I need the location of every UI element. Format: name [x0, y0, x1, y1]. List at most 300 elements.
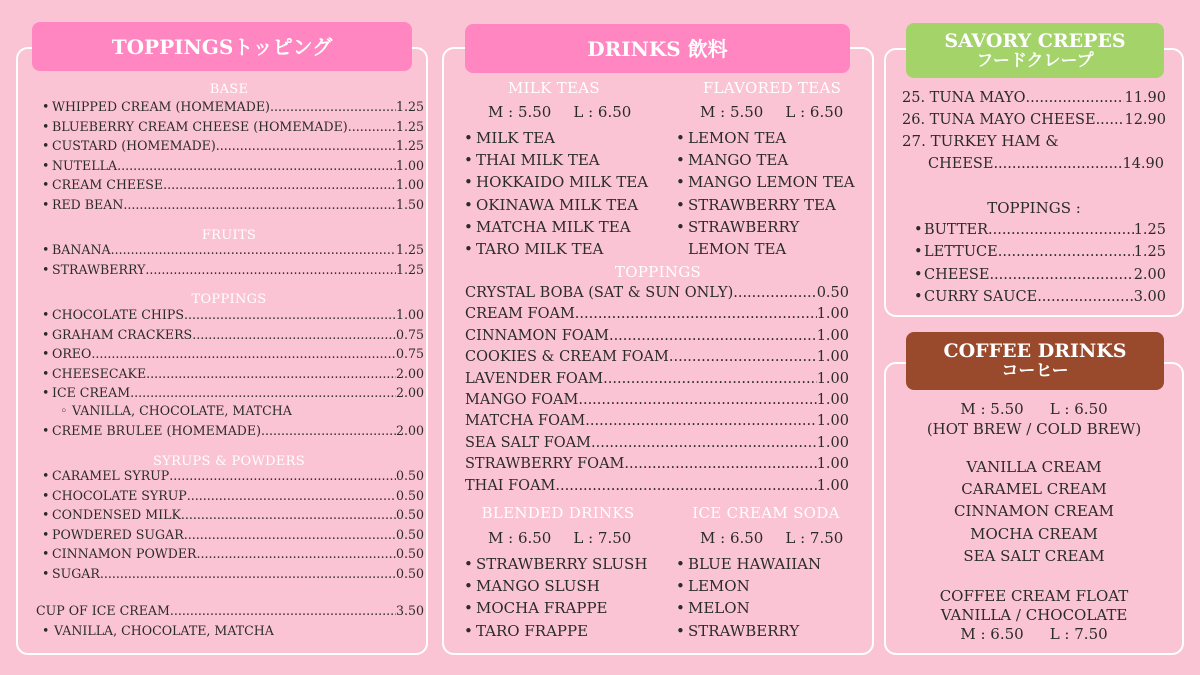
bullet-icon: •	[676, 577, 685, 596]
dot-leader	[163, 179, 396, 192]
item-label: BLUE HAWAIIAN	[688, 555, 822, 573]
topping-item	[42, 309, 424, 322]
drink-topping-item	[465, 286, 849, 301]
item-label: MANGO TEA	[688, 151, 789, 170]
bullet-icon: •	[42, 546, 50, 561]
bullet-icon: •	[42, 196, 50, 212]
bullet-icon: •	[42, 365, 50, 381]
dot-leader	[578, 393, 816, 408]
flavored-tea-item	[676, 153, 788, 168]
item-name	[902, 91, 1026, 106]
drink-topping-item	[465, 414, 849, 429]
flavored-tea-item	[676, 217, 800, 236]
bullet-icon: •	[914, 266, 923, 283]
item-label: CHEESECAKE	[52, 365, 147, 381]
item-label: MATCHA FOAM	[465, 413, 586, 430]
crepe-topping-item	[914, 223, 1166, 238]
item-name	[465, 350, 669, 365]
item-price: 0.50	[395, 546, 424, 561]
bullet-icon: •	[676, 173, 685, 192]
bullet-icon: •	[676, 555, 685, 573]
item-label: STRAWBERRY	[688, 217, 800, 236]
item-price: 0.50	[395, 526, 424, 542]
bullet-icon: •	[464, 555, 473, 573]
base-item	[42, 101, 424, 114]
dot-leader	[184, 529, 396, 542]
item-name	[42, 179, 163, 192]
flavored-teas-sizes	[700, 105, 843, 120]
base-item	[42, 140, 424, 153]
dot-leader	[170, 605, 396, 618]
bullet-icon: ◦	[60, 403, 68, 418]
syrup-item	[42, 470, 424, 483]
bullet-icon: •	[914, 244, 923, 261]
item-name	[42, 196, 124, 212]
syrup-item	[42, 487, 424, 503]
item-price: 0.75	[395, 346, 424, 361]
item-label: LETTUCE	[924, 244, 998, 261]
dot-leader	[100, 568, 396, 581]
milk-tea-item	[464, 195, 639, 214]
bullet-icon: •	[676, 195, 685, 214]
dot-leader	[624, 457, 816, 472]
item-label: BUTTER	[924, 222, 988, 238]
item-name	[914, 223, 988, 238]
dot-leader	[146, 368, 396, 381]
milk-teas-size-l: L : 6.50	[573, 103, 632, 121]
item-price: 1.25	[395, 261, 424, 277]
bullet-icon: •	[42, 242, 50, 257]
item-label: CINNAMON POWDER	[52, 546, 197, 561]
flavored-teas-size-l: L : 6.50	[785, 103, 844, 121]
dot-leader	[1026, 91, 1125, 106]
crepe-topping-item	[914, 268, 1166, 283]
coffee-item: VANILLA CREAM	[966, 458, 1102, 476]
flavored-tea-item	[676, 175, 855, 190]
item-label: CHOCOLATE CHIPS	[52, 307, 184, 322]
flavored-teas-title: FLAVORED TEAS	[702, 79, 842, 97]
crepes-header	[906, 23, 1164, 78]
item-label: TARO MILK TEA	[476, 240, 604, 258]
cup-ice-cream-item	[36, 605, 424, 618]
item-label: 25. TUNA MAYO	[902, 90, 1026, 106]
item-price: 14.90	[1122, 156, 1164, 172]
cup-ice-cream-flavors	[42, 625, 274, 638]
milk-teas-title: MILK TEAS	[508, 79, 600, 97]
item-price: 11.90	[1124, 90, 1166, 106]
blended-item	[464, 557, 647, 572]
item-label: VANILLA, CHOCOLATE, MATCHA	[54, 623, 274, 638]
item-label: MANGO LEMON TEA	[688, 173, 855, 192]
coffee-float-sizes	[884, 627, 1184, 642]
item-label: COOKIES & CREAM FOAM	[465, 349, 669, 366]
coffee-size-m: M : 5.50	[960, 400, 1024, 418]
item-label: CARAMEL SYRUP	[52, 468, 170, 483]
bullet-icon: •	[42, 326, 50, 342]
item-price: 1.25	[1133, 222, 1166, 238]
dot-leader	[733, 286, 816, 301]
item-label: CUP OF ICE CREAM	[36, 603, 170, 618]
item-label: 26. TUNA MAYO CHEESE	[902, 111, 1096, 128]
dot-leader	[216, 140, 396, 153]
crepes-header-line2: フードクレープ	[976, 50, 1094, 71]
blended-item	[464, 601, 607, 616]
coffee-item: CINNAMON CREAM	[954, 502, 1114, 521]
item-label: LEMON TEA	[688, 240, 787, 258]
bullet-icon: •	[464, 577, 473, 596]
item-label: BANANA	[52, 242, 111, 257]
crepes-toppings-title: TOPPINGS :	[987, 199, 1081, 217]
item-name	[42, 565, 100, 581]
base-item	[42, 179, 424, 192]
soda-size-m: M : 6.50	[700, 529, 764, 547]
item-label: CHOCOLATE SYRUP	[52, 487, 187, 503]
item-label: MELON	[688, 599, 750, 618]
item-price: 3.50	[395, 603, 424, 618]
item-price: 1.00	[816, 306, 849, 323]
item-name	[42, 348, 91, 361]
coffee-float-flavors: VANILLA / CHOCOLATE	[940, 606, 1128, 624]
bullet-icon: •	[42, 346, 50, 361]
dot-leader	[270, 101, 396, 114]
bullet-icon: •	[42, 138, 50, 153]
coffee-item: MOCHA CREAM	[970, 524, 1098, 543]
item-label: LEMON TEA	[688, 129, 787, 147]
blended-title: BLENDED DRINKS	[481, 504, 635, 522]
topping-item	[42, 326, 424, 342]
drinks-toppings-title: TOPPINGS	[614, 263, 702, 281]
item-name	[42, 118, 348, 134]
item-label: SEA SALT FOAM	[465, 434, 591, 451]
item-label: OREO	[52, 346, 92, 361]
item-price: 3.00	[1133, 288, 1166, 305]
item-price: 1.25	[395, 99, 424, 114]
dot-leader	[348, 121, 396, 134]
syrup-item	[42, 526, 424, 542]
flavored-tea-item	[676, 195, 836, 214]
bullet-icon: •	[42, 118, 50, 134]
dot-leader	[117, 160, 396, 173]
dot-leader	[609, 329, 817, 344]
crepe-topping-item	[914, 245, 1166, 260]
coffee-float-title: COFFEE CREAM FLOAT	[939, 587, 1129, 605]
item-label: CINNAMON FOAM	[465, 327, 609, 344]
dot-leader	[261, 425, 396, 438]
item-name	[465, 479, 555, 494]
bullet-icon: •	[42, 177, 50, 192]
item-price: 1.00	[395, 157, 424, 173]
bullet-icon: •	[464, 195, 473, 214]
drink-topping-item	[465, 372, 849, 387]
item-label: CONDENSED MILK	[52, 507, 181, 522]
item-name	[42, 487, 187, 503]
item-label: STRAWBERRY FOAM	[465, 456, 625, 473]
blended-item	[464, 621, 589, 640]
milk-tea-item	[464, 242, 603, 257]
item-name	[465, 372, 603, 387]
item-price: 1.00	[816, 349, 849, 366]
item-name	[42, 261, 146, 277]
bullet-icon: •	[676, 151, 685, 170]
item-price: 2.00	[395, 385, 424, 400]
coffee-float-size-l: L : 7.50	[1049, 625, 1108, 643]
item-name	[42, 387, 130, 400]
milk-tea-item	[464, 175, 648, 190]
bullet-icon: •	[42, 507, 50, 522]
flavored-teas-size-m: M : 5.50	[700, 103, 764, 121]
item-name	[42, 140, 216, 153]
item-label: CREAM FOAM	[465, 306, 575, 323]
topping-item	[42, 348, 424, 361]
item-price: 1.00	[816, 327, 849, 344]
item-price: 0.50	[395, 565, 424, 581]
fruit-item	[42, 261, 424, 277]
syrups-section-title: SYRUPS & POWDERS	[153, 454, 305, 469]
item-label: TARO FRAPPE	[476, 621, 589, 640]
coffee-header-line2: コーヒー	[1001, 361, 1069, 382]
item-name	[42, 365, 147, 381]
crepe-topping-item	[914, 290, 1166, 305]
item-label: CREME BRULEE (HOMEMADE)	[52, 423, 262, 438]
coffee-brew: (HOT BREW / COLD BREW)	[926, 420, 1142, 438]
fruit-item	[42, 244, 424, 257]
item-label: CHEESE	[928, 156, 994, 172]
item-name	[465, 286, 733, 301]
bullet-icon: •	[42, 623, 50, 638]
item-name	[902, 113, 1096, 128]
item-price: 1.00	[395, 307, 424, 322]
item-label: STRAWBERRY	[52, 261, 146, 277]
coffee-header-line1: COFFEE DRINKS	[943, 340, 1127, 363]
bullet-icon: •	[914, 288, 923, 305]
bullet-icon: •	[42, 261, 50, 277]
item-price: 1.00	[816, 477, 849, 494]
item-name	[928, 157, 993, 172]
item-price: 0.50	[395, 507, 424, 522]
item-name	[914, 290, 1037, 305]
item-name	[36, 605, 170, 618]
item-name	[465, 436, 591, 451]
item-price: 1.25	[395, 118, 424, 134]
soda-size-l: L : 7.50	[785, 529, 844, 547]
item-label: THAI FOAM	[465, 477, 556, 494]
blended-sizes	[488, 531, 631, 546]
blended-size-m: M : 6.50	[488, 529, 552, 547]
creme-brulee-item	[42, 425, 424, 438]
topping-item	[42, 365, 424, 381]
item-name	[42, 526, 184, 542]
item-price: 1.00	[816, 456, 849, 473]
bullet-icon: •	[42, 565, 50, 581]
dot-leader	[197, 548, 396, 561]
dot-leader	[1096, 113, 1125, 128]
bullet-icon: •	[676, 621, 685, 640]
item-name	[42, 309, 184, 322]
flavored-tea-item	[676, 131, 786, 146]
item-price: 0.50	[395, 468, 424, 483]
item-name	[42, 470, 169, 483]
dot-leader	[993, 157, 1122, 172]
bullet-icon: •	[464, 621, 473, 640]
item-name	[914, 245, 998, 260]
item-name	[465, 414, 585, 429]
item-name	[42, 548, 197, 561]
item-label: MANGO SLUSH	[476, 577, 600, 596]
item-name	[465, 393, 578, 408]
item-label: LEMON	[688, 577, 750, 596]
flavored-tea-item	[676, 242, 786, 257]
milk-teas-size-m: M : 5.50	[488, 103, 552, 121]
item-price: 1.00	[816, 392, 849, 408]
milk-tea-item	[464, 153, 600, 168]
item-label: MATCHA MILK TEA	[476, 217, 631, 236]
item-label: WHIPPED CREAM (HOMEMADE)	[52, 99, 270, 114]
item-label: NUTELLA	[52, 157, 118, 173]
item-name	[42, 244, 111, 257]
drinks-header-text: DRINKS 飲料	[587, 36, 728, 61]
dot-leader	[184, 309, 396, 322]
dot-leader	[585, 414, 816, 429]
item-label: HOKKAIDO MILK TEA	[476, 173, 649, 192]
crepe-item-27-line1: 27. TURKEY HAM &	[902, 132, 1059, 150]
bullet-icon: •	[464, 129, 473, 147]
milk-tea-item	[464, 131, 555, 146]
item-label: LAVENDER FOAM	[465, 370, 604, 387]
dot-leader	[989, 268, 1133, 283]
dot-leader	[130, 387, 396, 400]
milk-teas-sizes	[488, 105, 631, 120]
toppings-header	[32, 22, 412, 71]
base-item	[42, 118, 424, 134]
item-label: ICE CREAM	[52, 385, 131, 400]
item-label: CREAM CHEESE	[52, 177, 164, 192]
dot-leader	[1037, 290, 1134, 305]
soda-item	[676, 621, 800, 640]
bullet-icon: •	[914, 222, 923, 238]
bullet-icon: •	[464, 151, 473, 170]
item-label: STRAWBERRY SLUSH	[476, 555, 648, 573]
item-label: MOCHA FRAPPE	[476, 599, 608, 618]
drink-topping-item	[465, 479, 849, 494]
soda-item	[676, 557, 821, 572]
dot-leader	[669, 350, 817, 365]
crepes-header-line1: SAVORY CREPES	[944, 29, 1126, 52]
blended-size-l: L : 7.50	[573, 529, 632, 547]
syrup-item	[42, 509, 424, 522]
dot-leader	[169, 470, 396, 483]
item-label: STRAWBERRY	[688, 621, 800, 640]
dot-leader	[187, 490, 396, 503]
drink-topping-item	[465, 350, 849, 365]
dot-leader	[555, 479, 816, 494]
dot-leader	[91, 348, 396, 361]
item-label: GRAHAM CRACKERS	[52, 326, 193, 342]
item-price: 0.50	[816, 285, 849, 301]
item-price: 0.75	[395, 326, 424, 342]
item-name	[42, 509, 181, 522]
drink-topping-item	[465, 457, 849, 472]
item-label: MILK TEA	[476, 129, 556, 147]
bullet-icon: •	[464, 599, 473, 618]
crepe-item	[902, 91, 1166, 106]
item-label: VANILLA, CHOCOLATE, MATCHA	[72, 403, 292, 418]
fruits-section-title: FRUITS	[201, 228, 257, 243]
soda-item	[676, 579, 750, 594]
toppings-section-title: TOPPINGS	[191, 292, 267, 307]
base-item	[42, 196, 424, 212]
item-price: 1.25	[1133, 244, 1166, 261]
bullet-icon: •	[42, 468, 50, 483]
dot-leader	[998, 245, 1134, 260]
bullet-icon: •	[464, 173, 473, 192]
crepe-item	[902, 113, 1166, 128]
bullet-icon: •	[42, 526, 50, 542]
item-label: STRAWBERRY TEA	[688, 195, 836, 214]
item-price: 2.00	[395, 423, 424, 438]
item-price: 1.00	[395, 177, 424, 192]
item-name	[42, 101, 270, 114]
drink-topping-item	[465, 393, 849, 408]
topping-item	[42, 387, 424, 400]
bullet-icon: •	[464, 217, 473, 236]
milk-tea-item	[464, 217, 631, 236]
item-label: OKINAWA MILK TEA	[476, 195, 639, 214]
item-label: MANGO FOAM	[465, 392, 579, 408]
soda-item	[676, 601, 750, 616]
item-label: CHEESE	[924, 266, 990, 283]
drink-topping-item	[465, 307, 849, 322]
coffee-size-l: L : 6.50	[1049, 400, 1108, 418]
bullet-icon: •	[42, 385, 50, 400]
ice-cream-flavors	[60, 405, 292, 418]
item-label: THAI MILK TEA	[476, 151, 600, 170]
drink-topping-item	[465, 436, 849, 451]
dot-leader	[988, 223, 1134, 238]
base-section-title: BASE	[209, 82, 249, 97]
item-name	[42, 425, 261, 438]
soda-title: ICE CREAM SODA	[692, 504, 840, 522]
blended-item	[464, 579, 600, 594]
item-price: 2.00	[395, 365, 424, 381]
bullet-icon: •	[676, 599, 685, 618]
item-name	[465, 329, 609, 344]
coffee-item: SEA SALT CREAM	[963, 546, 1105, 565]
base-item	[42, 157, 424, 173]
bullet-icon: •	[42, 487, 50, 503]
bullet-icon: •	[42, 423, 50, 438]
item-label: CUSTARD (HOMEMADE)	[52, 138, 216, 153]
bullet-icon: •	[42, 99, 50, 114]
bullet-icon: •	[464, 240, 473, 258]
item-name	[914, 268, 989, 283]
coffee-item: CARAMEL CREAM	[961, 480, 1107, 499]
item-price: 0.50	[395, 487, 424, 503]
bullet-icon: •	[676, 217, 685, 236]
item-price: 1.25	[395, 242, 424, 257]
item-name	[465, 457, 624, 472]
bullet-icon: •	[42, 157, 50, 173]
bullet-icon: •	[42, 307, 50, 322]
dot-leader	[591, 436, 817, 451]
item-price: 1.00	[816, 370, 849, 387]
item-name	[465, 307, 575, 322]
item-label: RED BEAN	[52, 196, 124, 212]
item-label: CURRY SAUCE	[924, 288, 1038, 305]
item-price: 1.00	[816, 413, 849, 430]
dot-leader	[192, 329, 396, 342]
toppings-header-text: TOPPINGSトッピング	[111, 34, 333, 59]
coffee-header	[906, 332, 1164, 390]
